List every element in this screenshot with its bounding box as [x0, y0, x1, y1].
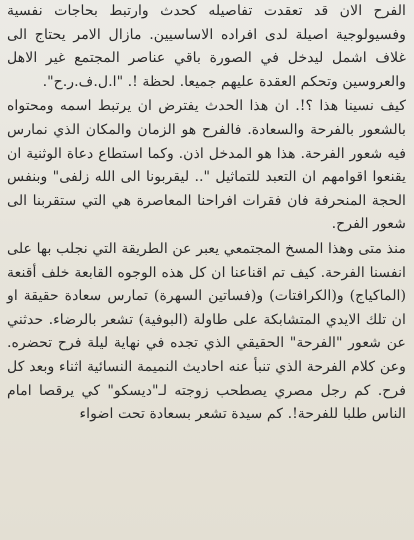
paragraph-1: الفرح الان قد تعقدت تفاصيله كحدث وارتبط بحاجات نفسية وفسيولوجية اصيلة لدى افراده الاساسيين. مازال الامر يحتاج الى غلاف اشمل ليدخل في الصورة باقي عناصر المجتمع غير الاهل والعروسين وتحكم العقدة عليهم جميعا. لحظة !. "ا.ل.ف.ر.ح". — [7, 3, 406, 90]
article-body — [7, 0, 406, 427]
paragraph-3: منذ متى وهذا المسخ المجتمعي يعبر عن الطريقة التي نجلب بها على انفسنا الفرحة. كيف تم اقناعنا ان كل هذه الوجوه القابعة خلف أقنعة (الماكياج) و(الكرافتات) و(فساتين السهرة) تمارس سعادة حقيقة او ان تلك الايدي المتشابكة على طاولة (البوفية) تشعر بالرضاء. حدثني عن شعور "الفرحة" الحقيقي الذي تجده في نهاية ليلة فرح تحضره. وعن كلام الفرحة الذي تنبأ عنه احاديث النميمة النسائية اثناء وبعد كل فرح. كم رجل مصري يصطحب زوجته لـ"ديسكو" كي يرقصا امام الناس طلبا للفرحة!. كم سيدة تشعر بسعادة تحت اضواء — [7, 240, 406, 423]
paragraph-2: كيف نسينا هذا ؟!. ان هذا الحدث يفترض ان يرتبط اسمه ومحتواه بالشعور بالفرحة والسعادة. فالفرح هو الزمان والمكان الذي نمارس فيه شعور الفرحة. هذا هو المدخل اذن. وكما استطاع دعاة الوثنية ان يقنعوا اقوامهم ان التعبد للتماثيل ".. ليقربونا الى الله زلفى" وبنفس الحجة المنحرفة فان فقرات افراحنا المعاصرة هي التي ستقربنا الى شعور الفرح. — [7, 98, 406, 233]
